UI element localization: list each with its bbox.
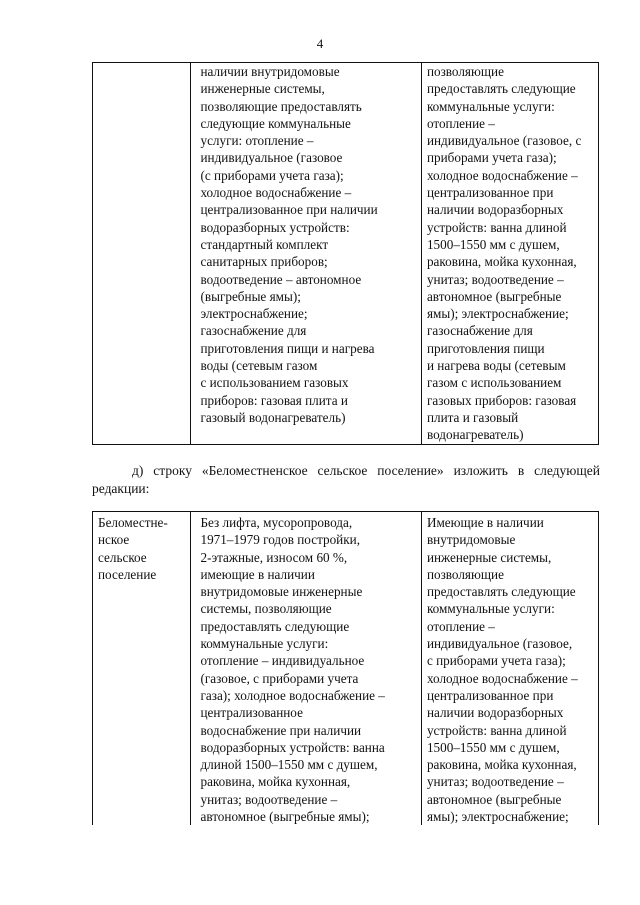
page-number: 4 xyxy=(316,36,324,51)
amendment-paragraph xyxy=(92,462,600,498)
building-description-cell xyxy=(191,63,421,445)
belomestnenskoe-table xyxy=(92,511,599,825)
amendment-paragraph-line-2: редакции: xyxy=(92,481,150,496)
utilities-description-cell: Имеющие в наличии внутридомовые инженерные системы, позволяющие предоставлять следующие коммунальные услуги: отопление – индивидуальное (газовое, с приборами учета газа); холодное водоснабжение – централизованное при наличии водоразборных устройств: ванна длиной 1500–1550 мм с душем, раковина, мойка кухонная, унитаз; водоотведение – автономное (выгребные ямы); электроснабжение; xyxy=(421,512,598,826)
table-row xyxy=(93,512,599,826)
building-description-text: наличии внутридомовые инженерные системы, позволяющие предоставлять следующие коммунальные услуги: отопление – индивидуальное (газовое (с приборами учета газа); холодное водоснабжение – централизованное при наличии водоразборных устройств: стандартный комплект санитарных приборов; водоотведение – автономное (выгребные ямы); электроснабжение; газоснабжение для приготовления пищи и нагрева воды (сетевым газом с использованием газовых приборов: газовая плита и газовый водонагреватель) xyxy=(200,64,378,425)
amendment-paragraph-line-1: д) строку «Беломестненское сельское поселение» изложить в следующей xyxy=(132,463,600,478)
settlement-cell xyxy=(93,63,191,445)
building-description-text: Без лифта, мусоропровода, 1971–1979 годов постройки, 2-этажные, износом 60 %, имеющие в наличии внутридомовые инженерные системы, позволяющие предоставлять следующие коммунальные услуги: отопление – индивидуальное (газовое, с приборами учета газа); холодное водоснабжение – централизованное водоснабжение при наличии водоразборных устройств: ванна длиной 1500–1550 мм с душем, раковина, мойка кухонная, унитаз; водоотведение – автономное (выгребные ямы); xyxy=(200,515,385,825)
settlement-name-cell: Беломестне- нское сельское поселение xyxy=(93,512,191,826)
building-description-cell xyxy=(191,512,421,826)
table-row xyxy=(93,63,599,445)
housing-table-continued xyxy=(92,62,599,445)
utilities-description-cell: позволяющие предоставлять следующие коммунальные услуги: отопление – индивидуальное (газовое, с приборами учета газа); холодное водоснабжение – централизованное при наличии водоразборных устройств: ванна длиной 1500–1550 мм с душем, раковина, мойка кухонная, унитаз; водоотведение – автономное (выгребные ямы); электроснабжение; газоснабжение для приготовления пищи и нагрева воды (сетевым газом с использованием газовых приборов: газовая плита и газовый водонагреватель) xyxy=(421,63,598,445)
